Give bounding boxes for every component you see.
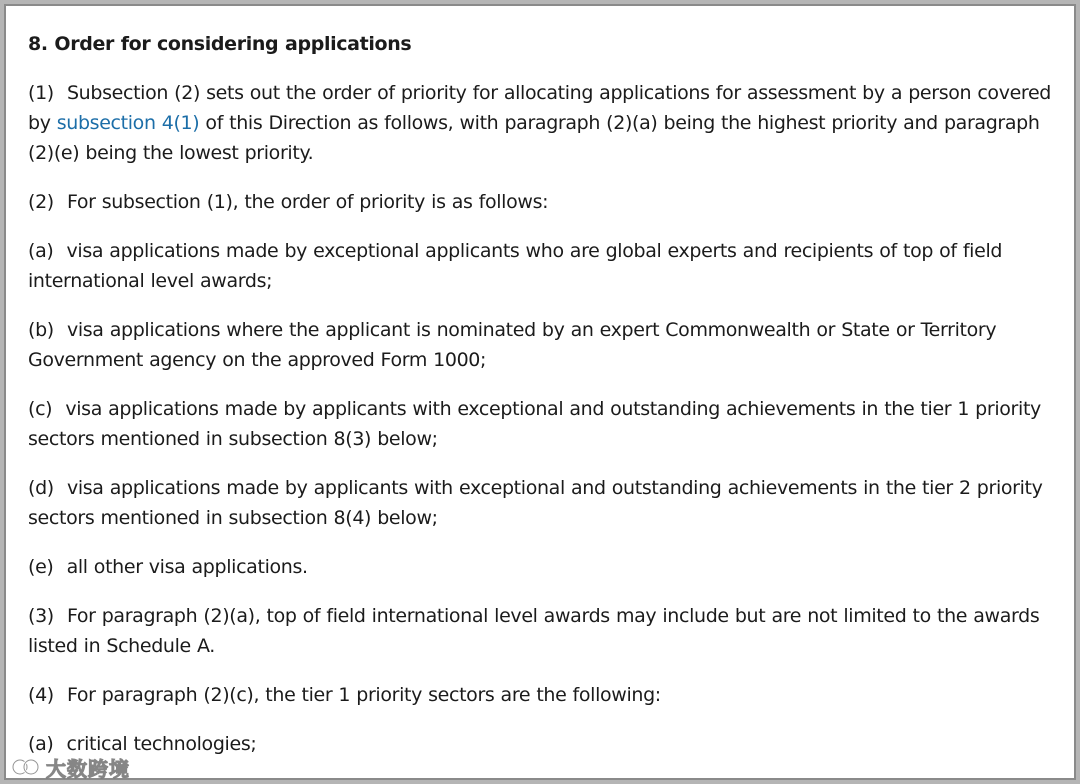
paragraph-text: all other visa applications. [66,556,308,578]
watermark-logo-icon [10,756,40,778]
paragraph-text: visa applications made by applicants with exceptional and outstanding achievements in the tier 1 priority sectors mentioned in subsection 8(3) below; [28,398,1041,450]
subsection-4-1-link[interactable]: subsection 4(1) [56,112,200,134]
paragraph-a [28,236,1058,296]
paragraph-number: (4) [28,684,54,706]
section-heading: 8. Order for considering applications [28,33,412,55]
paragraph-text: visa applications made by exceptional applicants who are global experts and recipients of top of field international level awards; [28,240,1003,292]
document-body [28,29,1058,778]
paragraph-number: (e) [28,556,54,578]
paragraph-number: (a) [28,733,54,755]
paragraph-text: of this Direction as follows, with paragraph (2)(a) being the highest priority and paragraph (2)(e) being the lowest priority. [28,112,1040,164]
paragraph-text: critical technologies; [66,733,257,755]
paragraph-2 [28,187,1058,217]
paragraph-1 [28,78,1058,168]
paragraph-text: For subsection (1), the order of priority is as follows: [66,191,549,213]
paragraph-text: visa applications where the applicant is nominated by an expert Commonwealth or State or Territory Government agency on the approved Form 1000; [28,319,997,371]
paragraph-number: (c) [28,398,53,420]
paragraph-b [28,315,1058,375]
watermark-text: 大数跨境 [46,756,130,780]
paragraph-number: (d) [28,477,54,499]
paragraph-text: Subsection (2) sets out the order of priority for allocating applications for assessment by a person covered by [28,82,1052,134]
paragraph-number: (2) [28,191,54,213]
watermark [10,752,130,780]
paragraph-d [28,473,1058,533]
paragraph-number: (1) [28,82,54,104]
document-frame [4,4,1076,780]
paragraph-4 [28,680,1058,710]
paragraph-text: visa applications made by applicants with exceptional and outstanding achievements in the tier 2 priority sectors mentioned in subsection 8(4) below; [28,477,1043,529]
paragraph-e [28,552,1058,582]
paragraph-text: For paragraph (2)(a), top of field international level awards may include but are not limited to the awards listed in Schedule A. [28,605,1040,657]
paragraph-number: (a) [28,240,54,262]
paragraph-text: For paragraph (2)(c), the tier 1 priority sectors are the following: [66,684,661,706]
paragraph-4-a [28,729,1058,759]
paragraph-number: (3) [28,605,54,627]
paragraph-number: (b) [28,319,54,341]
paragraph-3 [28,601,1058,661]
paragraph-c [28,394,1058,454]
